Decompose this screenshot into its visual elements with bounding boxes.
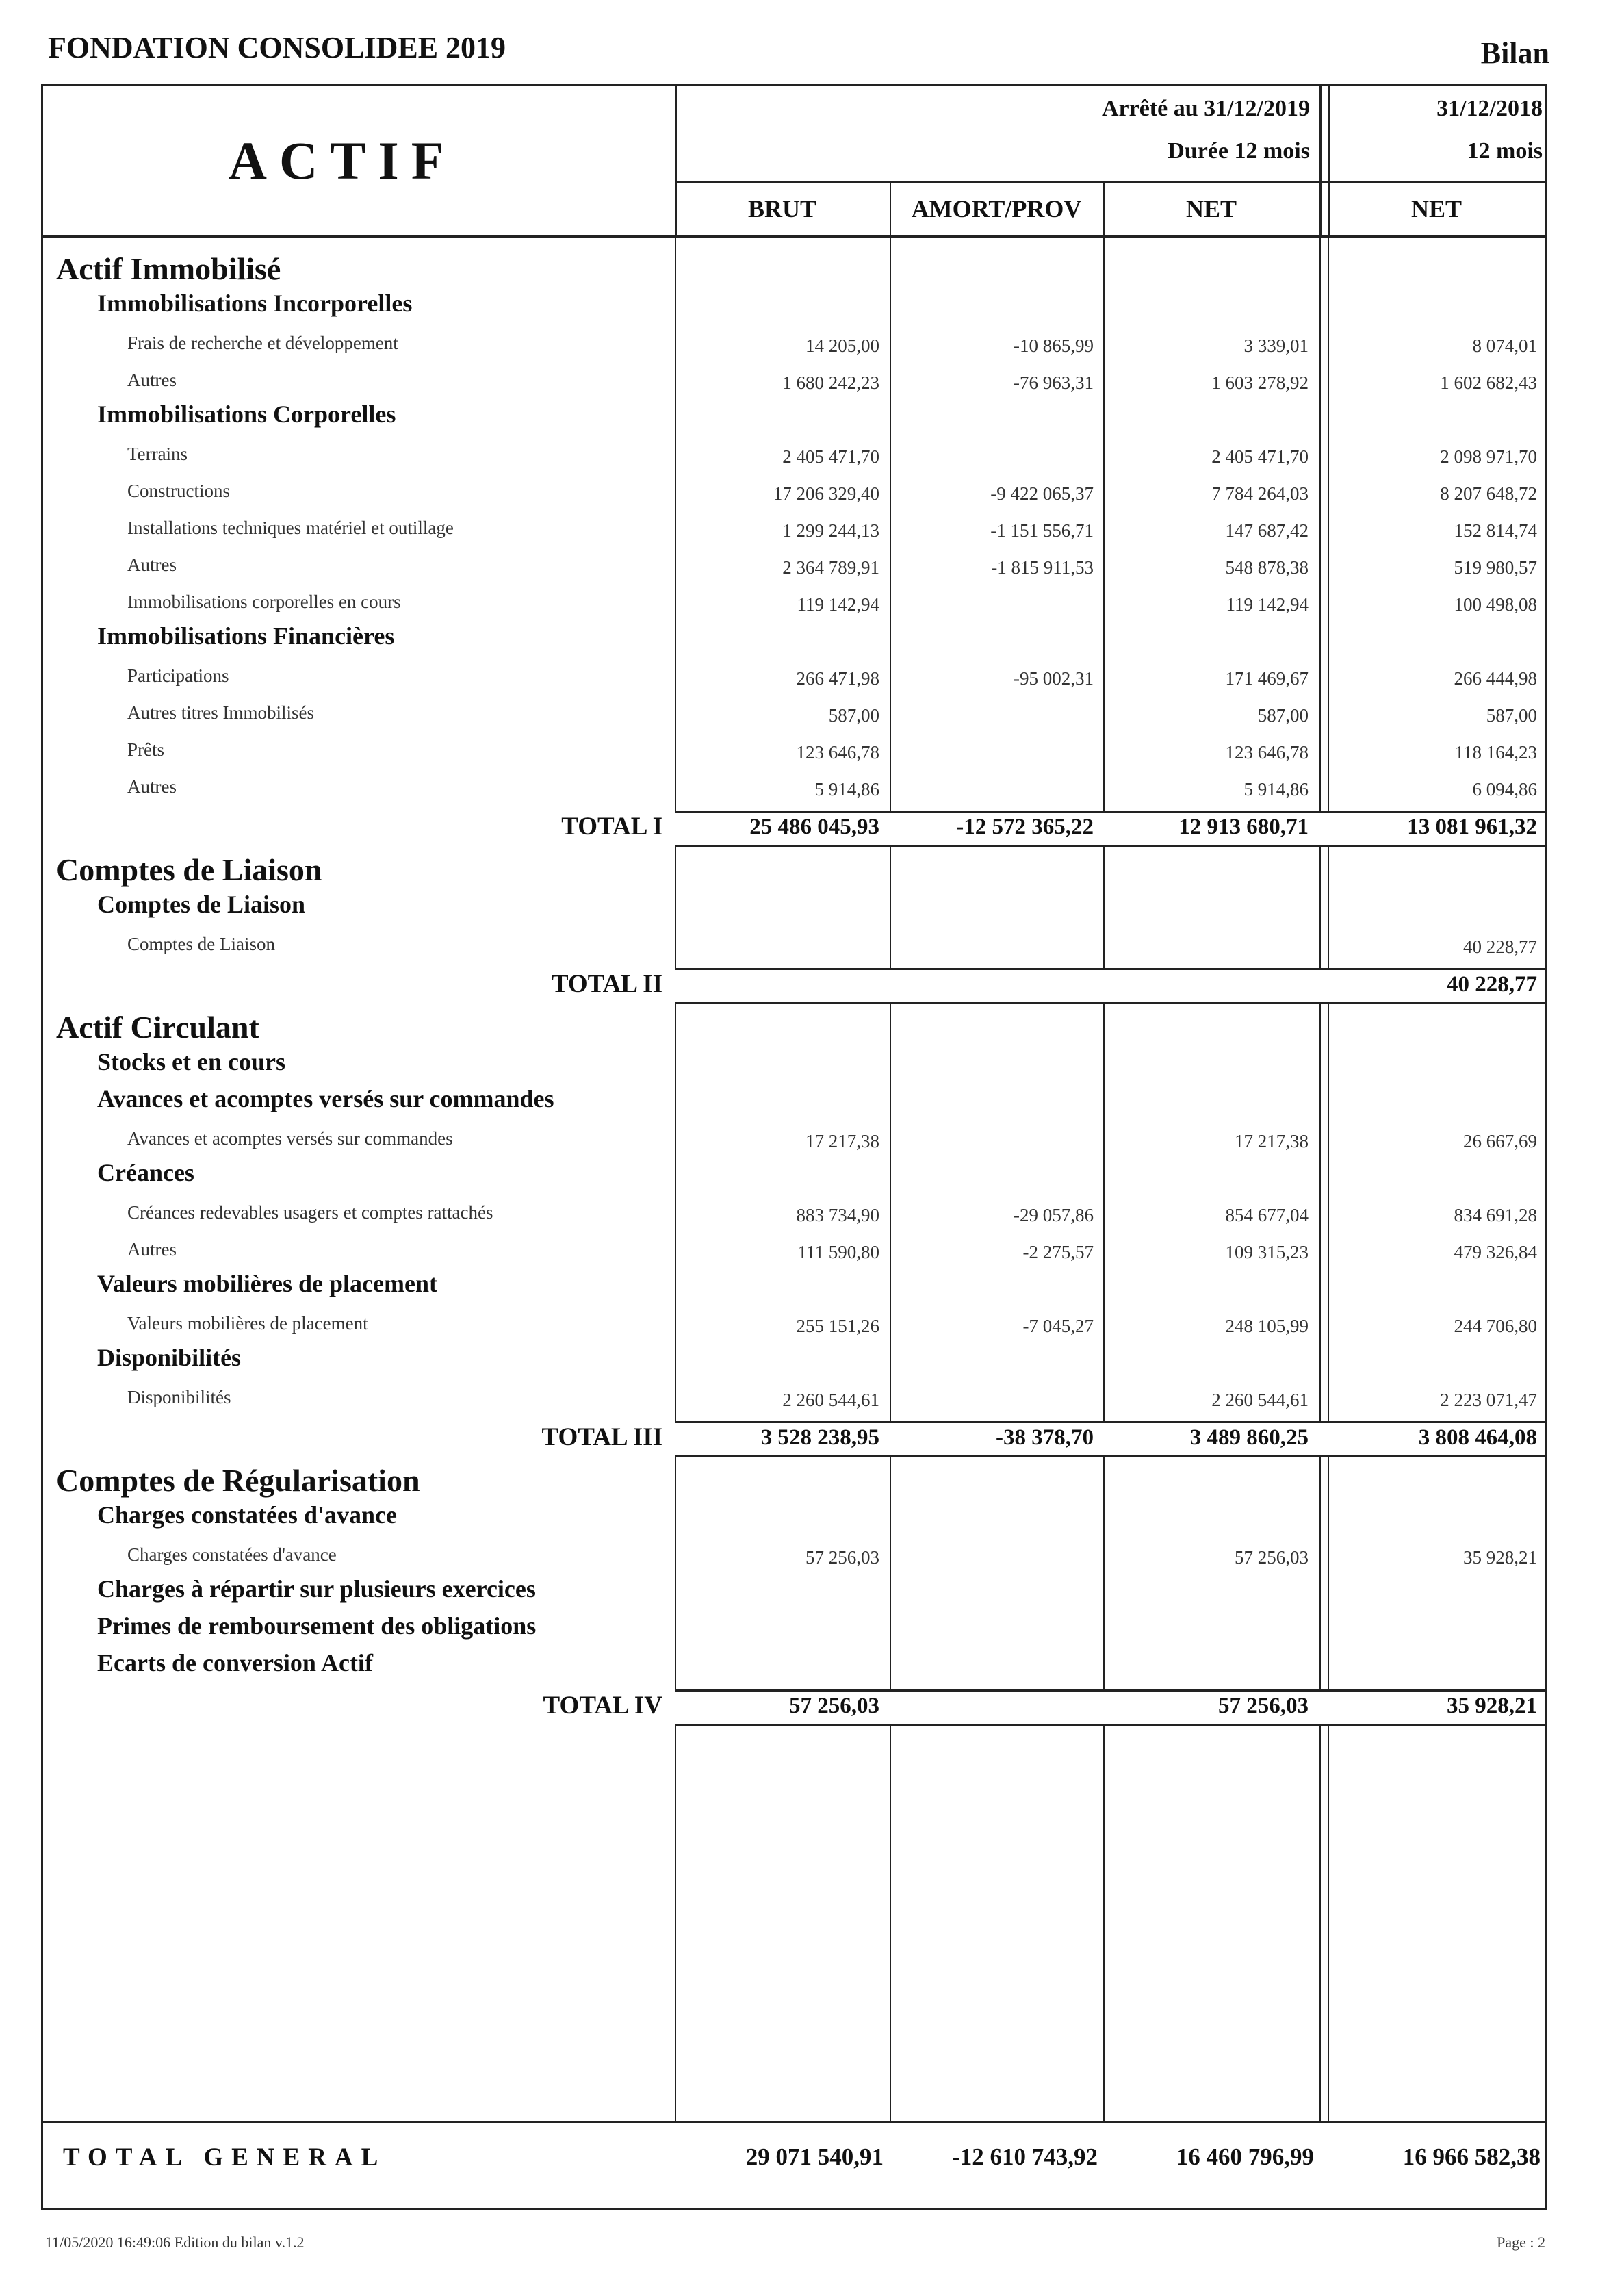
actif-heading: ACTIF	[228, 131, 456, 190]
total-prev-value: 3 808 464,08	[1418, 1425, 1537, 1450]
total-amort-value: -12 572 365,22	[956, 815, 1094, 839]
line-item-amort-value: -7 045,27	[1022, 1316, 1094, 1336]
line-item-amort-value: -95 002,31	[1014, 668, 1094, 689]
total-label: TOTAL II	[551, 970, 662, 998]
section-heading: Actif Immobilisé	[56, 251, 281, 286]
col-divider	[1103, 1726, 1105, 2121]
line-item-net-value: 123 646,78	[1225, 742, 1309, 763]
col-divider	[1103, 238, 1105, 811]
column-header-net: NET	[1185, 195, 1237, 222]
group-heading: Comptes de Liaison	[97, 891, 306, 918]
grand-total-net-previous: 16 966 582,38	[1402, 2143, 1541, 2170]
total-bottom-rule	[675, 1455, 1545, 1457]
line-item-net-value: 5 914,86	[1243, 779, 1309, 800]
line-item-net-value: 171 469,67	[1225, 668, 1309, 689]
col-divider	[1328, 1004, 1329, 1421]
line-item-amort-value: -29 057,86	[1014, 1205, 1094, 1225]
period-current-line1: Arrêté au 31/12/2019	[1101, 96, 1310, 121]
col-divider	[675, 847, 676, 968]
total-top-rule	[675, 1689, 1545, 1692]
grand-total-rule	[41, 2121, 1547, 2123]
line-item-prev-value: 8 207 648,72	[1440, 483, 1537, 504]
line-item-label: Autres	[127, 370, 177, 390]
group-heading: Valeurs mobilières de placement	[97, 1270, 437, 1297]
col-divider	[675, 238, 676, 811]
section-heading: Actif Circulant	[56, 1010, 259, 1045]
line-item-label: Participations	[127, 665, 229, 686]
line-item-label: Autres	[127, 776, 177, 797]
line-item-net-value: 1 603 278,92	[1211, 372, 1309, 393]
line-item-brut-value: 255 151,26	[796, 1316, 879, 1336]
line-item-net-value: 3 339,01	[1243, 335, 1309, 356]
group-heading: Immobilisations Incorporelles	[97, 290, 413, 317]
line-item-prev-value: 479 326,84	[1454, 1242, 1537, 1262]
line-item-prev-value: 8 074,01	[1472, 335, 1537, 356]
line-item-label: Immobilisations corporelles en cours	[127, 591, 401, 612]
line-item-prev-value: 40 228,77	[1463, 936, 1537, 957]
line-item-label: Comptes de Liaison	[127, 934, 275, 954]
line-item-brut-value: 2 364 789,91	[782, 557, 879, 578]
col-divider	[1328, 238, 1329, 811]
col-divider	[1328, 847, 1329, 968]
line-item-label: Frais de recherche et développement	[127, 333, 398, 353]
line-item-brut-value: 123 646,78	[796, 742, 879, 763]
line-item-brut-value: 587,00	[828, 705, 879, 726]
line-item-brut-value: 883 734,90	[796, 1205, 879, 1225]
col-divider	[675, 1457, 676, 1689]
line-item-prev-value: 152 814,74	[1454, 520, 1537, 541]
total-brut-value: 57 256,03	[789, 1694, 879, 1718]
col-divider	[1319, 1004, 1321, 1421]
group-heading: Créances	[97, 1159, 194, 1186]
col-divider	[890, 1004, 891, 1421]
col-divider	[1103, 1004, 1105, 1421]
line-item-net-value: 854 677,04	[1225, 1205, 1309, 1225]
group-heading: Immobilisations Financières	[97, 622, 395, 650]
col-divider	[1103, 181, 1105, 235]
group-heading: Disponibilités	[97, 1344, 242, 1371]
line-item-prev-value: 587,00	[1486, 705, 1537, 726]
line-item-net-value: 548 878,38	[1225, 557, 1309, 578]
line-item-label: Autres	[127, 554, 177, 575]
line-item-brut-value: 17 217,38	[806, 1131, 879, 1151]
line-item-net-value: 119 142,94	[1226, 594, 1309, 615]
column-header-amort: AMORT/PROV	[911, 195, 1082, 222]
group-heading: Immobilisations Corporelles	[97, 400, 396, 428]
document-type: Bilan	[1480, 36, 1549, 70]
col-divider	[1319, 238, 1321, 811]
line-item-label: Autres	[127, 1239, 177, 1260]
line-item-brut-value: 111 590,80	[797, 1242, 879, 1262]
line-item-brut-value: 2 405 471,70	[782, 446, 879, 467]
line-item-amort-value: -2 275,57	[1022, 1242, 1094, 1262]
col-divider	[890, 847, 891, 968]
header-rule	[675, 181, 1545, 183]
group-heading: Primes de remboursement des obligations	[97, 1612, 537, 1640]
total-prev-value: 13 081 961,32	[1407, 815, 1537, 839]
grand-total-amort: -12 610 743,92	[952, 2143, 1098, 2170]
group-heading: Ecarts de conversion Actif	[97, 1649, 373, 1676]
line-item-brut-value: 57 256,03	[806, 1547, 879, 1568]
total-net-value: 3 489 860,25	[1189, 1425, 1309, 1450]
line-item-prev-value: 519 980,57	[1454, 557, 1537, 578]
col-divider	[890, 1457, 891, 1689]
total-brut-value: 3 528 238,95	[760, 1425, 879, 1450]
total-top-rule	[675, 968, 1545, 970]
line-item-prev-value: 6 094,86	[1472, 779, 1537, 800]
line-item-net-value: 57 256,03	[1235, 1547, 1309, 1568]
line-item-net-value: 2 260 544,61	[1211, 1390, 1309, 1410]
grand-total-label: TOTAL GENERAL	[63, 2143, 387, 2171]
header-bottom-rule	[41, 235, 1547, 238]
period-previous-line2: 12 mois	[1467, 138, 1543, 164]
line-item-brut-value: 2 260 544,61	[782, 1390, 879, 1410]
line-item-brut-value: 1 299 244,13	[782, 520, 879, 541]
line-item-net-value: 109 315,23	[1225, 1242, 1309, 1262]
col-divider	[1328, 1726, 1329, 2121]
section-heading: Comptes de Liaison	[56, 852, 322, 887]
col-divider	[1328, 1457, 1329, 1689]
total-bottom-rule	[675, 1002, 1545, 1004]
total-top-rule	[675, 811, 1545, 813]
line-item-label: Créances redevables usagers et comptes rattachés	[127, 1202, 493, 1223]
line-item-label: Avances et acomptes versés sur commandes	[127, 1128, 453, 1149]
period-current-line2: Durée 12 mois	[1168, 138, 1310, 164]
col-divider	[890, 238, 891, 811]
line-item-net-value: 17 217,38	[1235, 1131, 1309, 1151]
line-item-brut-value: 266 471,98	[796, 668, 879, 689]
total-net-value: 57 256,03	[1218, 1694, 1309, 1718]
total-prev-value: 35 928,21	[1447, 1694, 1537, 1718]
total-bottom-rule	[675, 845, 1545, 847]
line-item-net-value: 2 405 471,70	[1211, 446, 1309, 467]
line-item-label: Installations techniques matériel et outillage	[127, 518, 454, 538]
line-item-brut-value: 119 142,94	[797, 594, 879, 615]
total-bottom-rule	[675, 1724, 1545, 1726]
column-header-brut: BRUT	[747, 195, 817, 222]
line-item-amort-value: -1 151 556,71	[990, 520, 1094, 541]
total-amort-value: -38 378,70	[996, 1425, 1094, 1450]
line-item-brut-value: 14 205,00	[806, 335, 879, 356]
col-divider	[890, 181, 891, 235]
footer-page-number: Page : 2	[1497, 2234, 1545, 2251]
group-heading: Charges constatées d'avance	[97, 1501, 397, 1529]
group-heading: Avances et acomptes versés sur commandes	[97, 1085, 554, 1112]
col-divider	[1103, 1457, 1105, 1689]
col-divider	[1319, 1457, 1321, 1689]
line-item-prev-value: 266 444,98	[1454, 668, 1537, 689]
total-label: TOTAL III	[541, 1423, 662, 1451]
col-divider	[1328, 84, 1330, 235]
col-divider	[1319, 1726, 1321, 2121]
line-item-prev-value: 118 164,23	[1454, 742, 1537, 763]
line-item-net-value: 7 784 264,03	[1211, 483, 1309, 504]
col-divider	[675, 1726, 676, 2121]
line-item-brut-value: 5 914,86	[814, 779, 879, 800]
line-item-prev-value: 2 098 971,70	[1440, 446, 1537, 467]
group-heading: Stocks et en cours	[97, 1048, 285, 1075]
col-divider	[675, 84, 677, 235]
line-item-amort-value: -10 865,99	[1014, 335, 1094, 356]
col-divider	[675, 1004, 676, 1421]
line-item-net-value: 248 105,99	[1225, 1316, 1309, 1336]
line-item-prev-value: 26 667,69	[1463, 1131, 1537, 1151]
document-title: FONDATION CONSOLIDEE 2019	[48, 31, 506, 64]
line-item-prev-value: 1 602 682,43	[1440, 372, 1537, 393]
col-divider	[1319, 84, 1322, 235]
line-item-brut-value: 17 206 329,40	[773, 483, 879, 504]
line-item-brut-value: 1 680 242,23	[782, 372, 879, 393]
line-item-label: Autres titres Immobilisés	[127, 702, 314, 723]
total-brut-value: 25 486 045,93	[749, 815, 879, 839]
group-heading: Charges à répartir sur plusieurs exercices	[97, 1575, 536, 1603]
line-item-label: Prêts	[127, 739, 164, 760]
line-item-amort-value: -9 422 065,37	[990, 483, 1094, 504]
line-item-net-value: 587,00	[1257, 705, 1309, 726]
line-item-prev-value: 100 498,08	[1454, 594, 1537, 615]
line-item-net-value: 147 687,42	[1225, 520, 1309, 541]
period-previous-line1: 31/12/2018	[1436, 96, 1543, 121]
grand-total-net: 16 460 796,99	[1176, 2143, 1314, 2170]
line-item-amort-value: -76 963,31	[1014, 372, 1094, 393]
total-label: TOTAL IV	[543, 1692, 662, 1720]
line-item-label: Terrains	[127, 444, 188, 464]
total-prev-value: 40 228,77	[1447, 972, 1537, 997]
line-item-prev-value: 35 928,21	[1463, 1547, 1537, 1568]
grand-total-brut: 29 071 540,91	[745, 2143, 884, 2170]
col-divider	[1103, 847, 1105, 968]
footer-timestamp: 11/05/2020 16:49:06 Edition du bilan v.1.2	[45, 2234, 305, 2251]
total-label: TOTAL I	[561, 813, 662, 841]
total-top-rule	[675, 1421, 1545, 1423]
col-divider	[1319, 847, 1321, 968]
line-item-label: Charges constatées d'avance	[127, 1544, 337, 1565]
col-divider	[890, 1726, 891, 2121]
line-item-prev-value: 2 223 071,47	[1440, 1390, 1537, 1410]
total-net-value: 12 913 680,71	[1178, 815, 1309, 839]
line-item-label: Valeurs mobilières de placement	[127, 1313, 368, 1334]
line-item-amort-value: -1 815 911,53	[991, 557, 1094, 578]
line-item-prev-value: 834 691,28	[1454, 1205, 1537, 1225]
line-item-label: Constructions	[127, 481, 231, 501]
column-header-net-previous: NET	[1410, 195, 1462, 222]
line-item-prev-value: 244 706,80	[1454, 1316, 1537, 1336]
line-item-label: Disponibilités	[127, 1387, 231, 1407]
section-heading: Comptes de Régularisation	[56, 1463, 420, 1498]
